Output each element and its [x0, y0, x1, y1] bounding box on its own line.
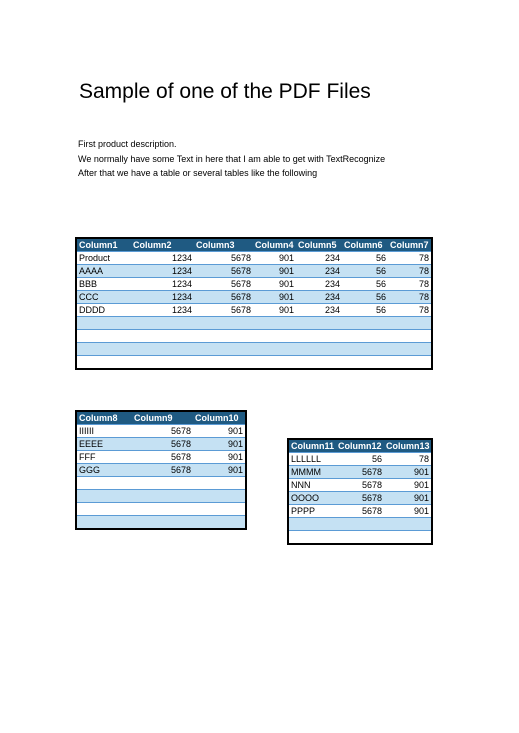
column-header: Column6 [342, 238, 388, 252]
data-table-1 [75, 237, 433, 370]
table-row [288, 479, 432, 492]
column-header: Column7 [388, 238, 432, 252]
table-row [76, 356, 432, 370]
table-cell: 1234 [131, 278, 194, 291]
table-cell: Product [76, 252, 131, 265]
table-row [76, 304, 432, 317]
table-row [288, 466, 432, 479]
table-cell: 5678 [194, 304, 253, 317]
table-cell: PPPP [288, 505, 336, 518]
table-cell: 901 [253, 252, 296, 265]
table-cell [296, 317, 342, 330]
page-title: Sample of one of the PDF Files [79, 80, 371, 103]
table-cell [76, 330, 131, 343]
table-cell: OOOO [288, 492, 336, 505]
table-cell [253, 343, 296, 356]
table-cell [131, 317, 194, 330]
table-cell [336, 531, 384, 545]
table-cell: 5678 [132, 425, 193, 438]
table-cell [253, 356, 296, 370]
table-row [288, 518, 432, 531]
table-cell [253, 317, 296, 330]
table-header-row [76, 238, 432, 252]
table-cell: 56 [342, 278, 388, 291]
table-cell [388, 356, 432, 370]
table-cell: 78 [388, 252, 432, 265]
table-cell [384, 518, 432, 531]
table-cell [296, 343, 342, 356]
table-cell: 78 [388, 265, 432, 278]
table-row [288, 453, 432, 466]
table-cell [296, 330, 342, 343]
table-cell [76, 516, 132, 530]
description-line-3: After that we have a table or several tables like the following [78, 168, 318, 178]
table-cell: 5678 [336, 479, 384, 492]
table-cell [132, 516, 193, 530]
table-cell [384, 531, 432, 545]
table-cell [194, 356, 253, 370]
table-cell: 1234 [131, 265, 194, 278]
table-row [76, 451, 246, 464]
table-cell: 5678 [336, 492, 384, 505]
table-cell [76, 343, 131, 356]
column-header: Column4 [253, 238, 296, 252]
table-row [76, 317, 432, 330]
table-row [288, 492, 432, 505]
table-cell: 234 [296, 252, 342, 265]
table-cell: 234 [296, 278, 342, 291]
table-cell: 78 [388, 304, 432, 317]
table-cell: 901 [253, 265, 296, 278]
table-cell [193, 477, 246, 490]
table-cell [194, 343, 253, 356]
table-cell: MMMM [288, 466, 336, 479]
table-cell: GGG [76, 464, 132, 477]
table-cell [193, 516, 246, 530]
data-table-3 [287, 438, 433, 545]
table-cell [132, 503, 193, 516]
table-cell: 56 [342, 252, 388, 265]
table-row [76, 425, 246, 438]
data-table-2 [75, 410, 247, 530]
description-line-2: We normally have some Text in here that I am able to get with TextRecognize [78, 154, 386, 164]
description-line-1: First product description. [78, 139, 177, 149]
table-cell: 56 [342, 265, 388, 278]
table-cell: CCC [76, 291, 131, 304]
table-cell: 234 [296, 265, 342, 278]
table-cell: 78 [388, 291, 432, 304]
table-cell [131, 343, 194, 356]
table-cell: 5678 [132, 464, 193, 477]
table-cell [342, 343, 388, 356]
table-cell: 78 [384, 453, 432, 466]
table-cell [76, 477, 132, 490]
table-cell: 234 [296, 304, 342, 317]
table-cell [336, 518, 384, 531]
table-cell [76, 490, 132, 503]
table-cell [131, 356, 194, 370]
table-cell: 901 [193, 438, 246, 451]
table-cell [296, 356, 342, 370]
table-cell [132, 477, 193, 490]
table-cell: 901 [384, 492, 432, 505]
table-cell: 234 [296, 291, 342, 304]
table-cell [132, 490, 193, 503]
table-row [76, 278, 432, 291]
table-cell [194, 317, 253, 330]
table-cell: 5678 [194, 265, 253, 278]
table-header-row [76, 411, 246, 425]
table-cell [253, 330, 296, 343]
table-row [76, 490, 246, 503]
table-cell: 1234 [131, 291, 194, 304]
table-cell [194, 330, 253, 343]
table-cell: 901 [193, 451, 246, 464]
table-cell: 5678 [336, 505, 384, 518]
table-row [76, 265, 432, 278]
table-row [76, 330, 432, 343]
table-row [76, 252, 432, 265]
column-header: Column10 [193, 411, 246, 425]
table-cell [388, 330, 432, 343]
table-cell [76, 356, 131, 370]
table-header-row [288, 439, 432, 453]
table-cell: DDDD [76, 304, 131, 317]
table-cell: 1234 [131, 304, 194, 317]
column-header: Column5 [296, 238, 342, 252]
column-header: Column12 [336, 439, 384, 453]
table-cell: FFF [76, 451, 132, 464]
table-cell: 901 [384, 505, 432, 518]
table-cell [288, 531, 336, 545]
table-cell [131, 330, 194, 343]
column-header: Column11 [288, 439, 336, 453]
table-cell: 5678 [194, 291, 253, 304]
table-cell: 5678 [194, 252, 253, 265]
table-cell: IIIIII [76, 425, 132, 438]
table-cell: AAAA [76, 265, 131, 278]
table-cell: 901 [384, 466, 432, 479]
table-cell [76, 503, 132, 516]
table-row [76, 291, 432, 304]
table-row [76, 438, 246, 451]
table-cell: BBB [76, 278, 131, 291]
table-cell: 901 [253, 278, 296, 291]
table-cell: 78 [388, 278, 432, 291]
table-row [76, 516, 246, 530]
table-row [288, 505, 432, 518]
table-cell: 901 [193, 425, 246, 438]
column-header: Column3 [194, 238, 253, 252]
table-cell: 56 [342, 304, 388, 317]
table-cell: LLLLLL [288, 453, 336, 466]
table-row [76, 477, 246, 490]
table-row [76, 343, 432, 356]
table-cell [288, 518, 336, 531]
table-row [76, 464, 246, 477]
table-cell: NNN [288, 479, 336, 492]
table-row [76, 503, 246, 516]
table-cell: 901 [384, 479, 432, 492]
table-cell [76, 317, 131, 330]
table-cell [388, 343, 432, 356]
table-row [288, 531, 432, 545]
table-cell: 5678 [132, 438, 193, 451]
table-cell [388, 317, 432, 330]
column-header: Column9 [132, 411, 193, 425]
table-cell: 901 [253, 304, 296, 317]
table-cell [342, 317, 388, 330]
table-cell [342, 330, 388, 343]
column-header: Column2 [131, 238, 194, 252]
table-cell: 1234 [131, 252, 194, 265]
table-cell: 5678 [194, 278, 253, 291]
table-cell: EEEE [76, 438, 132, 451]
column-header: Column8 [76, 411, 132, 425]
table-cell [193, 490, 246, 503]
table-cell [193, 503, 246, 516]
column-header: Column13 [384, 439, 432, 453]
table-cell [342, 356, 388, 370]
column-header: Column1 [76, 238, 131, 252]
table-cell: 5678 [336, 466, 384, 479]
table-cell: 56 [342, 291, 388, 304]
table-cell: 56 [336, 453, 384, 466]
table-cell: 901 [193, 464, 246, 477]
table-cell: 5678 [132, 451, 193, 464]
table-cell: 901 [253, 291, 296, 304]
